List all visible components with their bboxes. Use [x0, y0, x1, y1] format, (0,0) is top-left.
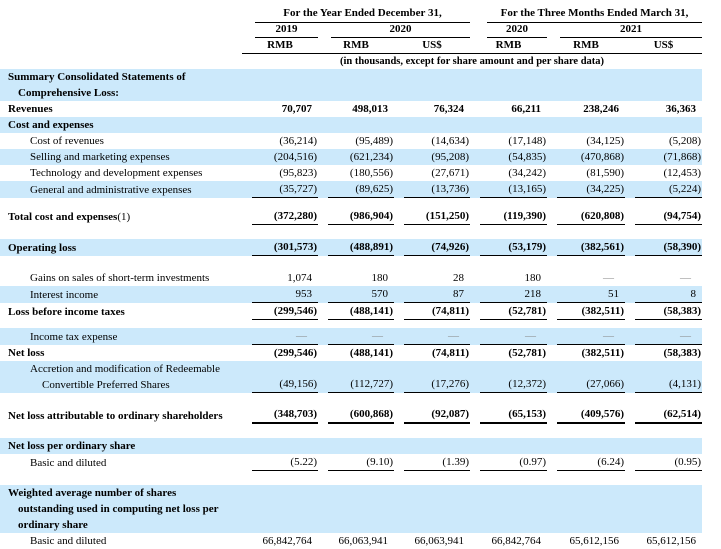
value-cell — [470, 69, 547, 101]
value-cell — [394, 117, 470, 133]
table-row — [0, 345, 702, 361]
header-row-groups — [0, 6, 702, 23]
value-cell: (13,165) — [470, 181, 547, 198]
row-label: Cost and expenses — [8, 119, 94, 131]
value-cell — [625, 117, 702, 133]
col-group-three-months-label: For the Three Months Ended March 31, — [487, 6, 702, 23]
table-row — [0, 361, 702, 393]
spacer-row — [0, 424, 702, 438]
value-cell: 66,842,764 — [491, 535, 541, 547]
value-cell: 65,612,156 — [646, 535, 697, 547]
row-label: Interest income — [30, 289, 99, 301]
row-label: Accretion and modification of Redeemable Convertible Preferred Shares — [30, 363, 220, 391]
row-label: Basic and diluted — [30, 457, 107, 469]
spacer-row — [0, 471, 702, 485]
value-cell: (204,516) — [273, 151, 317, 163]
value-cell: (13,736) — [394, 181, 470, 198]
table-row — [0, 438, 702, 454]
value-cell — [242, 69, 318, 101]
value-cell: (488,141) — [318, 303, 394, 320]
col-currency-4: RMB — [470, 38, 547, 54]
value-cell: (52,781) — [470, 303, 547, 320]
value-cell: (382,561) — [547, 239, 625, 256]
value-cell: 36,363 — [665, 103, 697, 115]
value-cell: 1,074 — [287, 272, 312, 284]
value-cell: (74,811) — [394, 303, 470, 320]
value-cell: (5,224) — [625, 181, 702, 198]
value-cell: (6.24) — [547, 454, 625, 471]
value-cell: — — [547, 328, 625, 345]
row-label: Technology and development expenses — [30, 167, 203, 179]
value-cell: 66,211 — [511, 103, 541, 115]
value-cell: (112,727) — [318, 361, 394, 393]
col-currency-1: RMB — [242, 38, 318, 54]
header-row-years — [0, 23, 702, 38]
value-cell — [625, 485, 702, 533]
table-row — [0, 406, 702, 424]
table-row — [0, 454, 702, 471]
value-cell: (0.95) — [625, 454, 702, 471]
value-cell: — — [394, 328, 470, 345]
value-cell: (52,781) — [508, 347, 546, 359]
row-label: Net loss — [8, 347, 45, 359]
col-currency-3: US$ — [394, 38, 470, 54]
value-cell: (14,634) — [431, 135, 469, 147]
value-cell: (17,276) — [394, 361, 470, 393]
value-cell: (34,225) — [547, 181, 625, 198]
value-cell: (17,148) — [508, 135, 546, 147]
value-cell: — — [625, 328, 702, 345]
value-cell: — — [318, 328, 394, 345]
col-year-2019: 2019 — [242, 23, 318, 38]
value-cell: (4,131) — [625, 361, 702, 393]
col-group-year-ended-label: For the Year Ended December 31, — [255, 6, 470, 23]
col-currency-2: RMB — [318, 38, 394, 54]
value-cell: 70,707 — [281, 103, 312, 115]
value-cell: (180,556) — [349, 167, 393, 179]
value-cell: (488,891) — [318, 239, 394, 256]
empty-cell — [0, 23, 242, 38]
value-cell: (27,066) — [547, 361, 625, 393]
value-cell: (488,141) — [349, 347, 393, 359]
value-cell: (65,153) — [470, 406, 547, 424]
value-cell — [394, 438, 470, 454]
row-label: Income tax expense — [30, 331, 118, 343]
spacer-row — [0, 225, 702, 239]
value-cell — [547, 438, 625, 454]
value-cell: 238,246 — [583, 103, 619, 115]
financial-table — [0, 6, 702, 549]
value-cell: (372,280) — [242, 208, 318, 225]
value-cell: 28 — [453, 272, 464, 284]
value-cell: (5,208) — [668, 135, 702, 147]
table-row — [0, 286, 702, 303]
col-year-2021-quarter: 2021 — [547, 23, 702, 38]
table-row — [0, 328, 702, 345]
value-cell: 218 — [470, 286, 547, 303]
spacer-row — [0, 320, 702, 328]
value-cell — [470, 485, 547, 533]
value-cell: (621,234) — [349, 151, 393, 163]
value-cell — [242, 117, 318, 133]
value-cell: (12,453) — [663, 167, 702, 179]
partial-row-highlight — [88, 522, 430, 528]
value-cell: 65,612,156 — [569, 535, 619, 547]
value-cell: (620,808) — [547, 208, 625, 225]
value-cell: 8 — [625, 286, 702, 303]
value-cell: 180 — [371, 272, 388, 284]
value-cell: (382,511) — [581, 347, 624, 359]
row-label: Summary Consolidated Statements of Comprehensive Loss: — [8, 71, 186, 99]
row-label: Revenues — [8, 103, 53, 115]
row-label: Basic and diluted — [30, 535, 107, 547]
value-cell: (151,250) — [394, 208, 470, 225]
value-cell: (5.22) — [242, 454, 318, 471]
row-label: Gains on sales of short-term investments — [30, 272, 210, 284]
value-cell: (600,868) — [318, 406, 394, 424]
value-cell: (58,383) — [625, 303, 702, 320]
row-label: Selling and marketing expenses — [30, 151, 170, 163]
value-cell — [547, 117, 625, 133]
value-cell — [470, 438, 547, 454]
value-cell: (382,511) — [547, 303, 625, 320]
value-cell: (95,823) — [279, 167, 317, 179]
units-note: (in thousands, except for share amount and per share data) — [339, 56, 605, 67]
table-row — [0, 165, 702, 181]
spacer-row — [0, 198, 702, 208]
value-cell — [547, 69, 625, 101]
table-row — [0, 117, 702, 133]
col-currency-5: RMB — [547, 38, 625, 54]
table-row — [0, 69, 702, 101]
value-cell: — — [470, 328, 547, 345]
value-cell: (89,625) — [318, 181, 394, 198]
value-cell: (301,573) — [242, 239, 318, 256]
value-cell: (986,904) — [318, 208, 394, 225]
value-cell: (49,156) — [242, 361, 318, 393]
table-row — [0, 270, 702, 286]
value-cell: 87 — [394, 286, 470, 303]
table-row — [0, 303, 702, 320]
value-cell: (74,926) — [394, 239, 470, 256]
value-cell: 66,063,941 — [414, 535, 464, 547]
value-cell: (0.97) — [470, 454, 547, 471]
row-label: Net loss per ordinary share — [8, 440, 136, 452]
value-cell: 66,063,941 — [338, 535, 388, 547]
table-row — [0, 239, 702, 256]
value-cell: 180 — [524, 272, 541, 284]
table-row — [0, 133, 702, 149]
value-cell: (58,383) — [663, 347, 702, 359]
value-cell — [318, 438, 394, 454]
value-cell: 953 — [242, 286, 318, 303]
col-year-2020-annual: 2020 — [318, 23, 470, 38]
value-cell: 51 — [547, 286, 625, 303]
col-currency-6: US$ — [625, 38, 702, 54]
spacer-row — [0, 393, 702, 406]
value-cell: (299,546) — [273, 347, 317, 359]
value-cell: (36,214) — [279, 135, 317, 147]
value-cell: (95,208) — [431, 151, 469, 163]
table-row — [0, 149, 702, 165]
value-cell — [547, 485, 625, 533]
value-cell: — — [603, 272, 614, 284]
header-row-units-note — [0, 54, 702, 70]
row-label: Total cost and expenses(1) — [8, 211, 131, 223]
value-cell: — — [680, 272, 692, 284]
value-cell: (12,372) — [470, 361, 547, 393]
row-label: Weighted average number of shares outstanding used in computing net loss per ordinary share — [8, 487, 219, 531]
value-cell: (1.39) — [394, 454, 470, 471]
value-cell: (95,489) — [355, 135, 393, 147]
value-cell: 570 — [318, 286, 394, 303]
value-cell — [394, 69, 470, 101]
value-cell — [318, 117, 394, 133]
value-cell: (94,754) — [625, 208, 702, 225]
row-label: General and administrative expenses — [30, 184, 192, 196]
row-label: Net loss attributable to ordinary shareholders — [8, 410, 223, 422]
value-cell: (34,242) — [508, 167, 546, 179]
value-cell: (62,514) — [625, 406, 702, 424]
col-group-three-months — [470, 6, 702, 23]
value-cell: (35,727) — [242, 181, 318, 198]
value-cell: (409,576) — [547, 406, 625, 424]
value-cell: (53,179) — [470, 239, 547, 256]
header-row-currencies — [0, 38, 702, 54]
value-cell: (9.10) — [318, 454, 394, 471]
table-row — [0, 208, 702, 225]
value-cell — [470, 117, 547, 133]
table-row — [0, 101, 702, 117]
value-cell: 76,324 — [433, 103, 464, 115]
value-cell: 498,013 — [352, 103, 388, 115]
value-cell — [318, 69, 394, 101]
empty-corner-cell — [0, 6, 242, 23]
value-cell: — — [242, 328, 318, 345]
value-cell: (54,835) — [508, 151, 546, 163]
col-year-2020-quarter: 2020 — [470, 23, 547, 38]
value-cell: (348,703) — [242, 406, 318, 424]
value-cell: 66,842,764 — [262, 535, 312, 547]
value-cell: (299,546) — [242, 303, 318, 320]
value-cell: (119,390) — [470, 208, 547, 225]
row-label: Loss before income taxes — [8, 306, 125, 318]
value-cell: (34,125) — [586, 135, 624, 147]
empty-cell — [0, 54, 242, 70]
table-row — [0, 533, 702, 549]
col-group-year-ended — [242, 6, 470, 23]
empty-cell — [0, 38, 242, 54]
table-row — [0, 181, 702, 198]
value-cell — [625, 69, 702, 101]
row-label: Cost of revenues — [30, 135, 104, 147]
value-cell: (92,087) — [394, 406, 470, 424]
row-label: Operating loss — [8, 242, 77, 254]
spacer-row — [0, 256, 702, 270]
value-cell: (58,390) — [625, 239, 702, 256]
value-cell: (27,671) — [431, 167, 469, 179]
value-cell — [242, 438, 318, 454]
value-cell: (71,868) — [663, 151, 702, 163]
value-cell — [625, 438, 702, 454]
value-cell: (74,811) — [432, 347, 469, 359]
value-cell: (470,868) — [580, 151, 624, 163]
value-cell: (81,590) — [586, 167, 624, 179]
